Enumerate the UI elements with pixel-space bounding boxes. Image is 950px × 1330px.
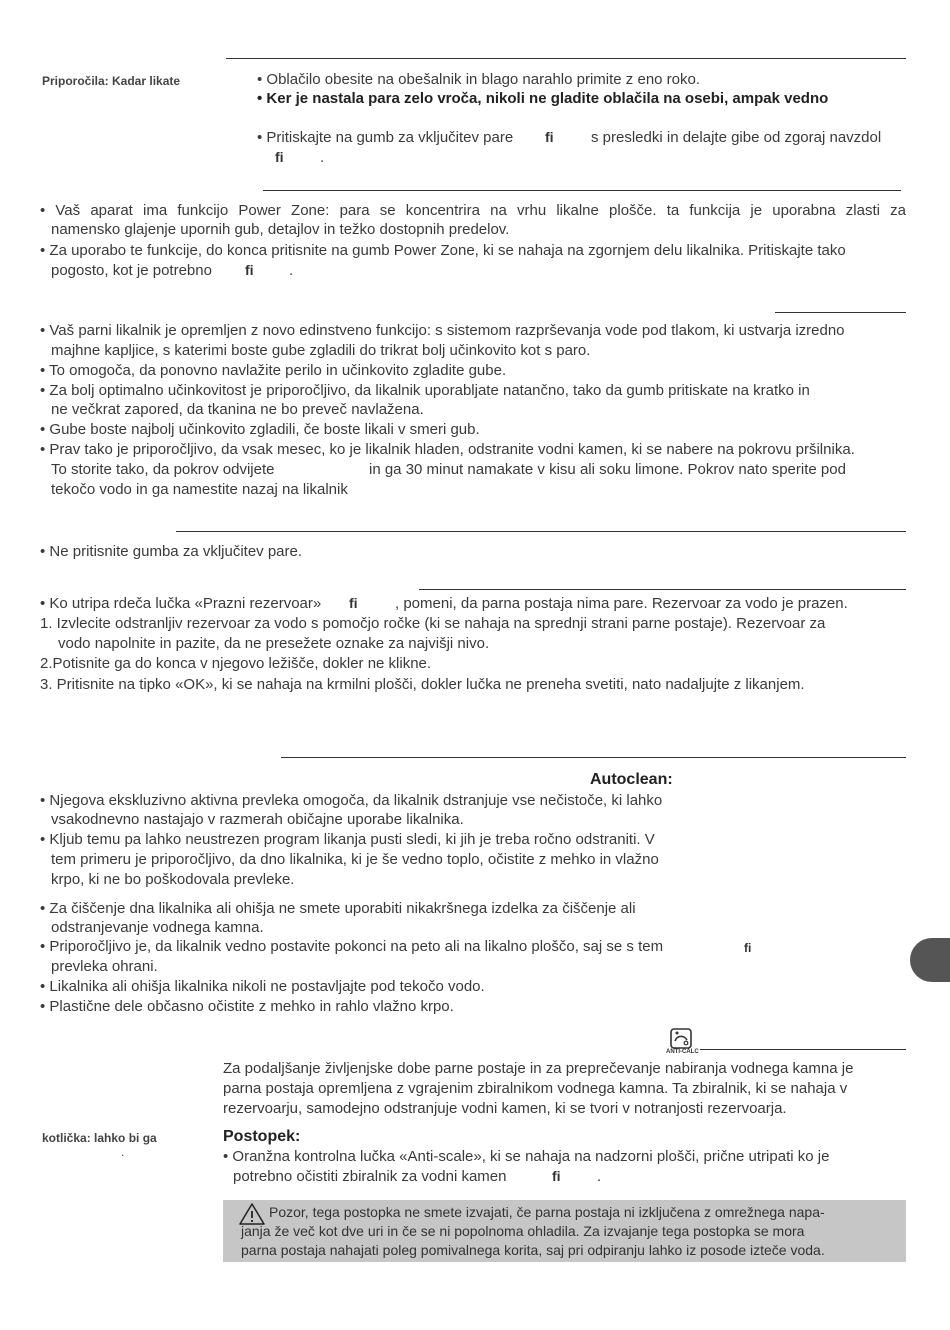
power-zone-line: pogosto, kot je potrebno [51, 262, 212, 279]
autoclean-line: • Njegova ekskluzivno aktivna prevleka omogoča, da likalnik dstranjuje vse nečistoče, ki lahko [40, 792, 663, 809]
autoclean-line: krpo, ki ne bo poškodovala prevleke. [51, 871, 295, 888]
autoclean-line: • Plastične dele občasno očistite z mehko in rahlo vlažno krpo. [40, 998, 454, 1015]
section-rule [281, 757, 906, 758]
autoclean-line: odstranjevanje vodnega kamna. [51, 919, 264, 936]
empty-tank-line: vodo napolnite in pazite, da ne presežete oznake za najvišji nivo. [58, 635, 490, 652]
spray-line: in ga 30 minut namakate v kisu ali soku limone. Pokrov nato sperite pod [369, 461, 846, 478]
power-zone-line: namensko glajenje upornih gub, detajlov in težko dostopnih predelov. [51, 221, 510, 238]
empty-tank-line: , pomeni, da parna postaja nima pare. Rezervoar za vodo je prazen. [395, 595, 848, 612]
spray-line: tekočo vodo in ga namestite nazaj na likalnik [51, 481, 348, 498]
empty-tank-line: 3. Pritisnite na tipko «OK», ki se nahaja na krmilni plošči, dokler lučka ne preneha svetiti, nato nadaljujte z likanjem. [40, 676, 805, 693]
anti-scale-icon: ﬁ [552, 1168, 561, 1184]
tip-line: s presledki in delajte gibe od zgoraj navzdol [591, 129, 882, 146]
tip-line: • Pritiskajte na gumb za vključitev pare [257, 129, 514, 146]
tip-line: . [320, 149, 325, 166]
anti-calc-text: parna postaja opremljena z vgrajenim zbiralnikom vodnega kamna. Ta zbiralnik, ki se nahaja v [223, 1080, 848, 1097]
spray-line: • Prav tako je priporočljivo, da vsak mesec, ko je likalnik hladen, odstranite vodni kamen, ki se nabere na pokrovu pršilnika. [40, 441, 855, 458]
empty-tank-icon: ﬁ [349, 595, 358, 611]
spray-line: • Vaš parni likalnik je opremljen z novo edinstveno funkcijo: s sistemom razprševanja vode pod tlakom, ki ustvarja izredno [40, 322, 845, 339]
empty-tank-line: 2.Potisnite ga do konca v njegovo ležišče, dokler ne klikne. [40, 655, 432, 672]
anti-calc-text: Za podaljšanje življenjske dobe parne postaje in za preprečevanje nabiranja vodnega kamna je [223, 1060, 854, 1077]
steam-button-icon: ﬁ [545, 129, 554, 145]
section-rule [226, 58, 906, 59]
warning-line: Pozor, tega postopka ne smete izvajati, če parna postaja ni izključena z omrežnega napa- [269, 1204, 825, 1220]
autoclean-line: • Za čiščenje dna likalnika ali ohišja ne smete uporabiti nikakršnega izdelka za čiščenje ali [40, 900, 636, 917]
autoclean-line: vsakodnevno nastajajo v razmerah običajne uporabe likalnika. [51, 811, 464, 828]
warning-box [223, 1200, 906, 1262]
autoclean-icon: ﬁ [744, 941, 752, 955]
side-note-recommendations: Priporočila: Kadar likate [42, 74, 181, 88]
spray-line: • Za bolj optimalno učinkovitost je priporočljivo, da likalnik uporabljate natančno, tako da gumb pritiskate na kratko in [40, 382, 810, 399]
section-rule [419, 589, 906, 590]
section-rule [176, 531, 906, 532]
tip-line: • Oblačilo obesite na obešalnik in blago narahlo primite z eno roko. [257, 71, 701, 88]
spray-line: To storite tako, da pokrov odvijete [51, 461, 275, 478]
autoclean-line: tem primeru je priporočljivo, da dno likalnika, ki je še vedno toplo, očistite z mehko in vlažno [51, 851, 659, 868]
steam-off-line: • Ne pritisnite gumba za vključitev pare. [40, 543, 303, 560]
power-zone-line: • Vaš aparat ima funkcijo Power Zone: para se koncentrira na vrhu likalne plošče. ta funkcija je uporabna zlasti za [40, 202, 906, 219]
procedure-title: Postopek: [223, 1128, 301, 1145]
side-note-dot: . [121, 1145, 125, 1159]
anti-calc-icon [666, 1027, 699, 1057]
power-zone-line: • Za uporabo te funkcije, do konca pritisnite na gumb Power Zone, ki se nahaja na zgornjem delu likalnika. Pritiskajte tako [40, 242, 846, 259]
spray-line: • To omogoča, da ponovno navlažite perilo in učinkovito zgladite gube. [40, 362, 507, 379]
anti-calc-label: ANTI-CALC [666, 1049, 699, 1055]
tip-line-warning: • Ker je nastala para zelo vroča, nikoli ne gladite oblačila na osebi, ampak vedno [257, 90, 829, 107]
empty-tank-line: 1. Izvlecite odstranljiv rezervoar za vodo s pomočjo ročke (ki se nahaja na sprednji strani parne postaje). Rezervoar za [40, 615, 826, 632]
steam-button-icon: ﬁ [275, 149, 284, 165]
section-rule [263, 190, 901, 191]
procedure-line: potrebno očistiti zbiralnik za vodni kamen [233, 1168, 507, 1185]
autoclean-line: • Kljub temu pa lahko neustrezen program likanja pusti sledi, ki jih je treba ročno odstraniti. V [40, 831, 655, 848]
side-note-kettle: kotlička: lahko bi ga [42, 1131, 157, 1145]
warning-line: parna postaja nahajati poleg pomivalnega korita, saj pri odpiranju lahko iz posode izteče voda. [241, 1242, 825, 1258]
autoclean-title: Autoclean: [590, 771, 673, 788]
section-rule [700, 1049, 906, 1050]
page-edge-tab [910, 938, 950, 982]
spray-line: majhne kapljice, s katerimi boste gube zgladili do trikrat bolj učinkovito kot s paro. [51, 342, 591, 359]
autoclean-line: • Likalnika ali ohišja likalnika nikoli ne postavljajte pod tekočo vodo. [40, 978, 485, 995]
empty-tank-line: • Ko utripa rdeča lučka «Prazni rezervoar» [40, 595, 322, 612]
warning-line: janja že več kot dve uri in če se ni popolnoma ohladila. Za izvajanje tega postopka se mora [241, 1223, 805, 1239]
power-zone-icon: ﬁ [245, 262, 254, 278]
autoclean-line: • Priporočljivo je, da likalnik vedno postavite pokonci na peto ali na likalno ploščo, saj se s tem [40, 938, 664, 955]
section-rule [775, 312, 906, 313]
spray-line: • Gube boste najbolj učinkovito zgladili, če boste likali v smeri gub. [40, 421, 480, 438]
autoclean-line: prevleka ohrani. [51, 958, 158, 975]
power-zone-line: . [289, 262, 294, 279]
spray-line: ne večkrat zapored, da tkanina ne bo preveč navlažena. [51, 401, 424, 418]
procedure-line: • Oranžna kontrolna lučka «Anti-scale», ki se nahaja na nadzorni plošči, prične utripati ko je [223, 1148, 830, 1165]
anti-calc-text: rezervoarju, samodejno odstranjuje vodni kamen, ki se tvori v notranjosti rezervoarja. [223, 1100, 787, 1117]
procedure-line: . [597, 1168, 602, 1185]
